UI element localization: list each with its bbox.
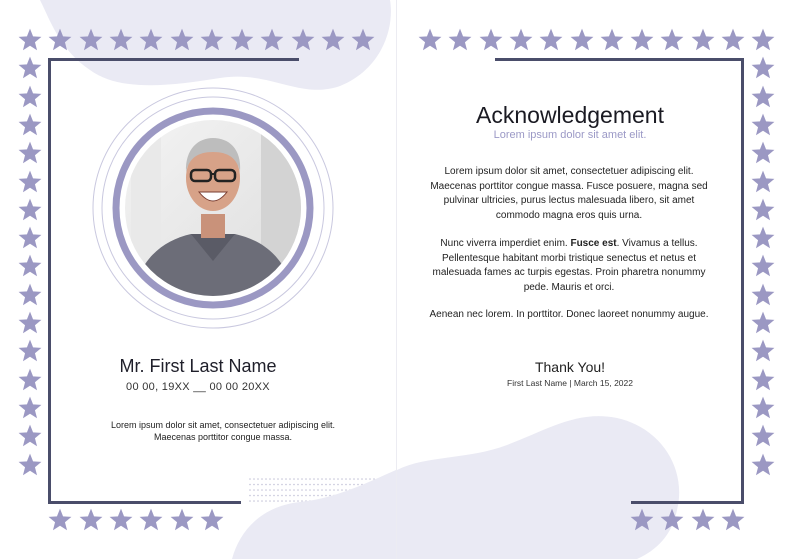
page-subtitle: Lorem ipsum dolor sit amet elit. [493,129,647,141]
star-icon [751,311,775,335]
star-icon [751,85,775,109]
left-page [0,0,396,559]
body-paragraph-2-bold: Fusce est [570,238,617,249]
star-icon [630,28,654,52]
star-icon [539,28,563,52]
body-paragraph-3: Aenean nec lorem. In porttitor. Donec laoreet nonummy augue. [429,309,709,320]
body-paragraph-2-end: . Vivamus a tellus. Pellentesque habitant morbi tristique senectus et netus et malesuada fames ac turpis egestas. Proin pharetra nonummy pede. Mauris et orci. [432,238,706,293]
star-icon [751,339,775,363]
star-icon [691,28,715,52]
body-paragraph-1: Lorem ipsum dolor sit amet, consectetuer adipiscing elit. Maecenas porttitor congue massa. Fusce posuere, magna sed pulvinar ultricies, purus lectus malesuada libero, sit amet commodo magna eros quis urna. [430,166,708,221]
page-title: Acknowledgement [476,102,664,128]
star-icon [751,283,775,307]
star-icon [751,368,775,392]
left-paragraph: Lorem ipsum dolor sit amet, consectetuer adipiscing elit. Maecenas porttitor congue massa. [110,420,336,442]
star-icon [479,28,503,52]
star-icon [751,28,775,52]
star-icon [751,453,775,477]
life-dates: 00 00, 19XX __ 00 00 20XX [126,381,270,393]
star-icon [751,198,775,222]
thank-you: Thank You! [534,359,606,375]
star-icon [751,56,775,80]
star-icon [751,141,775,165]
star-icon [660,508,684,532]
star-icon [570,28,594,52]
star-icon [418,28,442,52]
signature-line: First Last Name | March 15, 2022 [507,378,633,388]
star-icon [751,113,775,137]
body-paragraph-2 [421,237,717,295]
star-icon [691,508,715,532]
star-icon [600,28,624,52]
star-icon [751,254,775,278]
star-icon [509,28,533,52]
star-icon [751,226,775,250]
star-icon [660,28,684,52]
deceased-name: Mr. First Last Name [119,356,277,376]
star-icon [721,28,745,52]
star-icon [751,424,775,448]
star-icon [751,396,775,420]
body-paragraph-2-start: Nunc viverra imperdiet enim. [440,238,571,249]
decorative-blob-bottom-left [0,0,396,559]
right-page [397,0,793,559]
frame-line-bottom [631,501,744,504]
star-icon [630,508,654,532]
star-icon [448,28,472,52]
star-icon [721,508,745,532]
frame-line-top [495,58,744,61]
star-icon [751,170,775,194]
